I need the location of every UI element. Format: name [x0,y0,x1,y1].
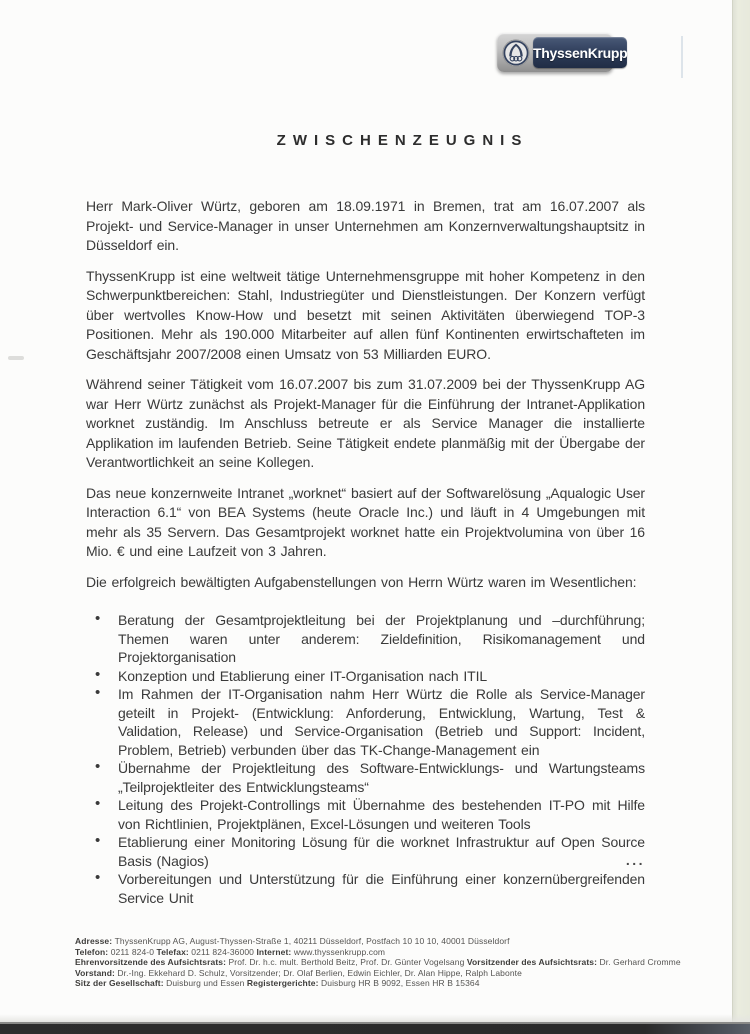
paragraph: Während seiner Tätigkeit vom 16.07.2007 bis zum 31.07.2009 bei der ThyssenKrupp AG war Herr Würtz zunächst als Projekt-Manager für die Einführung der Intranet-Applikation worknet zuständig. Im Anschluss betreute er als Service Manager die installierte Applikation im laufenden Betrieb. Seine Tätigkeit endete planmäßig mit der Übergabe der Verantwortlichkeit an seine Kollegen. [86,376,645,470]
footer-value: www.thyssenkrupp.com [293,946,386,957]
scan-bottom-band [0,1024,750,1034]
document-body [86,197,645,907]
scan-artifact-dash [8,356,24,360]
footer-label: Sitz der Gesellschaft: [75,978,167,989]
footer-label: Vorsitzender des Aufsichtsrats: [466,957,600,968]
footer-value: Duisburg und Essen [166,978,247,989]
task-bullet-item: • Im Rahmen der IT-Organisation nahm Herr Würtz die Rolle als Service-Manager geteilt in Projekt- (Entwicklung: Anforderung, Entwicklung, Wartung, Test & Validation, Release) und Service-Organisation (Betrieb und Support: Incident, Problem, Betrieb) verbunden über das TK-Change-Management ein [86,685,645,759]
task-bullet-item: • Übernahme der Projektleitung des Software-Entwicklungs- und Wartungsteams „Teilprojektleiter des Entwicklungsteams“ [86,759,645,796]
footer-label: Vorstand: [75,967,118,978]
footer-value: 0211 824-36000 [191,946,257,957]
task-bullet-item: • Leitung des Projekt-Controllings mit Übernahme des bestehenden IT-PO mit Hilfe von Richtlinien, Projektplänen, Excel-Lösungen und weiteren Tools [86,796,645,833]
footer-value: Duisburg HR B 9092, Essen HR B 15364 [321,978,480,989]
footer-label: Adresse: [75,936,115,946]
thyssenkrupp-logo [497,33,628,72]
footer-label: Ehrenvorsitzende des Aufsichtsrats: [75,957,229,968]
task-bullet-item: • Beratung der Gesamtprojektleitung bei der Projektplanung und –durchführung; Themen waren unter anderem: Zieldefinition, Risikomanagement und Projektorganisation [86,611,645,667]
paragraph: Herr Mark-Oliver Würtz, geboren am 18.09.1971 in Bremen, trat am 16.07.2007 als Projekt- und Service-Manager in unser Unternehmen am Konzernverwaltungshauptsitz in Düsseldorf ein. [86,198,645,253]
document-title: ZWISCHENZEUGNIS [276,132,529,149]
footer-label: Registergerichte: [246,978,321,989]
task-bullet-item: • Etablierung einer Monitoring Lösung für die worknet Infrastruktur auf Open Source Basis (Nagios) [86,833,645,870]
footer-value: Prof. Dr. h.c. mult. Berthold Beitz, Prof. Dr. Günter Vogelsang [228,957,467,968]
scan-artifact-streak [681,36,683,78]
footer-line [75,936,700,947]
footer-line [75,957,700,968]
logo-wordmark: ThyssenKrupp [533,44,628,61]
footer-line [75,978,700,989]
task-bullet-item: • Vorbereitungen und Unterstützung für die Einführung einer konzernübergreifenden Service Unit [86,870,645,907]
footer-value: 0211 824-0 [110,946,157,957]
task-bullet-item: • Konzeption und Etablierung einer IT-Organisation nach ITIL [86,667,645,686]
logo-nameplate [533,37,627,68]
footer-label: Internet: [256,946,294,957]
footer-line [75,947,700,958]
paragraph: Die erfolgreich bewältigten Aufgabenstellungen von Herrn Würtz waren im Wesentlichen: [86,573,637,590]
body-paragraphs [86,197,645,592]
letterhead-footer [75,936,700,989]
page-continuation-mark: ... [625,852,645,868]
paragraph: ThyssenKrupp ist eine weltweit tätige Unternehmensgruppe mit hoher Kompetenz in den Schwerpunktbereichen: Stahl, Industriegüter und Dienstleistungen. Der Konzern verfügt über wertvolles Know-How und besetzt mit seinen Aktivitäten überwiegend TOP-3 Positionen. Mehr als 190.000 Mitarbeiter auf allen fünf Kontinenten erwirtschafteten im Geschäftsjahr 2007/2008 einen Umsatz von 53 Milliarden EURO. [86,267,645,362]
footer-value: Dr.-Ing. Ekkehard D. Schulz, Vorsitzender; Dr. Olaf Berlien, Edwin Eichler, Dr. Alan Hippe, Ralph Labonte [117,967,522,978]
footer-label: Telefax: [156,946,192,957]
thyssenkrupp-emblem-icon [501,38,531,68]
footer-label: Telefon: [75,946,111,957]
scan-edge-strip [732,0,750,1034]
paragraph: Das neue konzernweite Intranet „worknet“ basiert auf der Softwarelösung „Aqualogic User Interaction 6.1“ von BEA Systems (heute Oracle Inc.) und läuft in 4 Umgebungen mit mehr als 35 Servern. Das Gesamtprojekt worknet hatte ein Projektvolumina von über 16 Mio. € und eine Laufzeit von 3 Jahren. [86,484,645,559]
footer-value: Dr. Gerhard Cromme [599,957,681,968]
footer-line [75,968,700,979]
footer-value: ThyssenKrupp AG, August-Thyssen-Straße 1, 40211 Düsseldorf, Postfach 10 10 10, 40001 Düsseldorf [114,936,510,946]
